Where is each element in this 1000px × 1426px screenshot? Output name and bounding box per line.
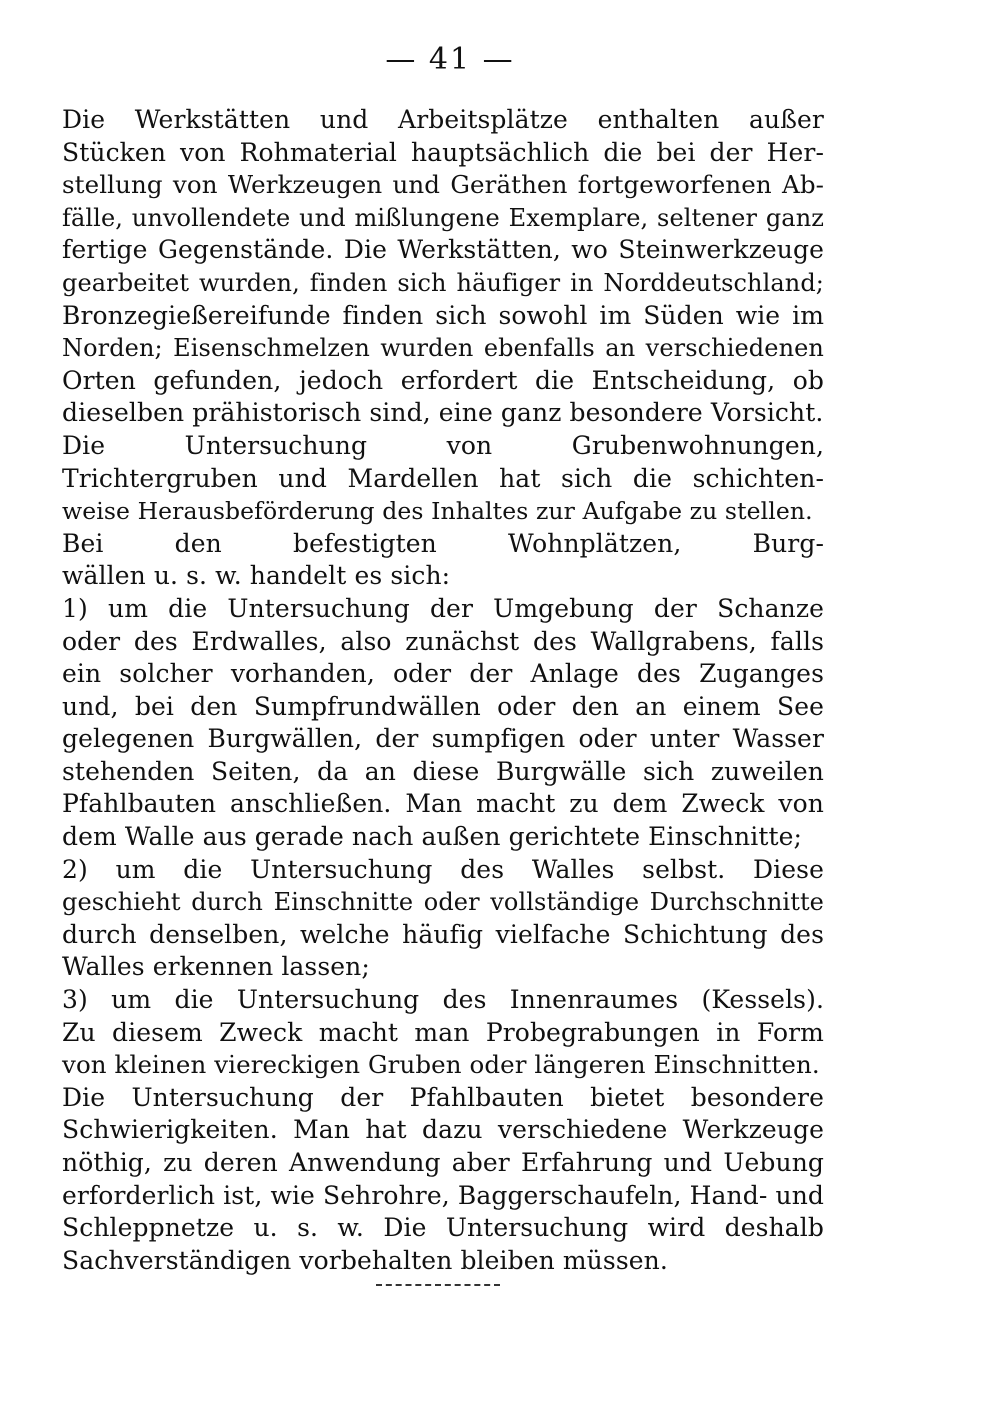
text-line: Pfahlbauten anschließen. Man macht zu dem Zweck von [62,789,824,819]
text-line: Bei den befestigten Wohnplätzen, Burg- [62,528,824,558]
text-line: 2) um die Untersuchung des Walles selbst. Diese [62,854,824,884]
text-line: 1) um die Untersuchung der Umgebung der Schanze [62,593,824,623]
text-line: durch denselben, welche häufig vielfache Schichtung des [62,919,824,949]
text-line: fertige Gegenstände. Die Werkstätten, wo Steinwerkzeuge [62,235,824,265]
text-line: Schwierigkeiten. Man hat dazu verschiedene Werkzeuge [62,1115,824,1145]
text-line: von kleinen viereckigen Gruben oder längeren Einschnitten. [62,1050,820,1080]
text-line: Die Untersuchung der Pfahlbauten bietet besondere [62,1082,824,1112]
text-line: Stücken von Rohmaterial hauptsächlich die bei der Her- [62,137,824,167]
text-line: Walles erkennen lassen; [62,952,370,982]
text-line: weise Herausbeförderung des Inhaltes zur Aufgabe zu stellen. [62,497,813,526]
text-line: stellung von Werkzeugen und Geräthen fortgeworfenen Ab- [62,170,824,200]
text-line: gelegenen Burgwällen, der sumpfigen oder unter Wasser [62,724,824,754]
text-line: erforderlich ist, wie Sehrohre, Baggerschaufeln, Hand- und [62,1180,824,1210]
text-line: geschieht durch Einschnitte oder vollständige Durchschnitte [62,888,824,917]
text-line: wällen u. s. w. handelt es sich: [62,561,451,591]
text-line: stehenden Seiten, da an diese Burgwälle sich zuweilen [62,756,824,786]
section-end-rule [376,1284,500,1286]
text-line: Norden; Eisenschmelzen wurden ebenfalls an verschiedenen [62,334,824,363]
text-line: fälle, unvollendete und mißlungene Exemplare, seltener ganz [62,203,824,232]
text-line: Orten gefunden, jedoch erfordert die Entscheidung, ob [62,365,824,395]
text-line: ein solcher vorhanden, oder der Anlage des Zuganges [62,659,824,689]
page-number: — 41 — [385,42,515,77]
text-line: Schleppnetze u. s. w. Die Untersuchung wird deshalb [62,1213,824,1243]
text-line: Sachverständigen vorbehalten bleiben müssen. [62,1245,668,1275]
text-line: und, bei den Sumpfrundwällen oder den an einem See [62,691,824,721]
text-line: 3) um die Untersuchung des Innenraumes (Kessels). [62,985,824,1015]
text-line: Bronzegießereifunde finden sich sowohl im Süden wie im [62,300,824,330]
text-line: Die Untersuchung von Grubenwohnungen, [62,430,824,460]
text-line: dem Walle aus gerade nach außen gerichtete Einschnitte; [62,822,803,852]
text-line: Zu diesem Zweck macht man Probegrabungen in Form [62,1017,824,1047]
text-line: oder des Erdwalles, also zunächst des Wallgrabens, falls [62,626,824,656]
text-line: Trichtergruben und Mardellen hat sich die schichten- [62,463,824,493]
text-line: nöthig, zu deren Anwendung aber Erfahrung und Uebung [62,1148,824,1177]
text-line: Die Werkstätten und Arbeitsplätze enthalten außer [62,105,824,134]
body-text [62,104,824,1277]
text-line: dieselben prähistorisch sind, eine ganz besondere Vorsicht. [62,398,824,428]
text-line: gearbeitet wurden, finden sich häufiger in Norddeutschland; [62,268,824,297]
